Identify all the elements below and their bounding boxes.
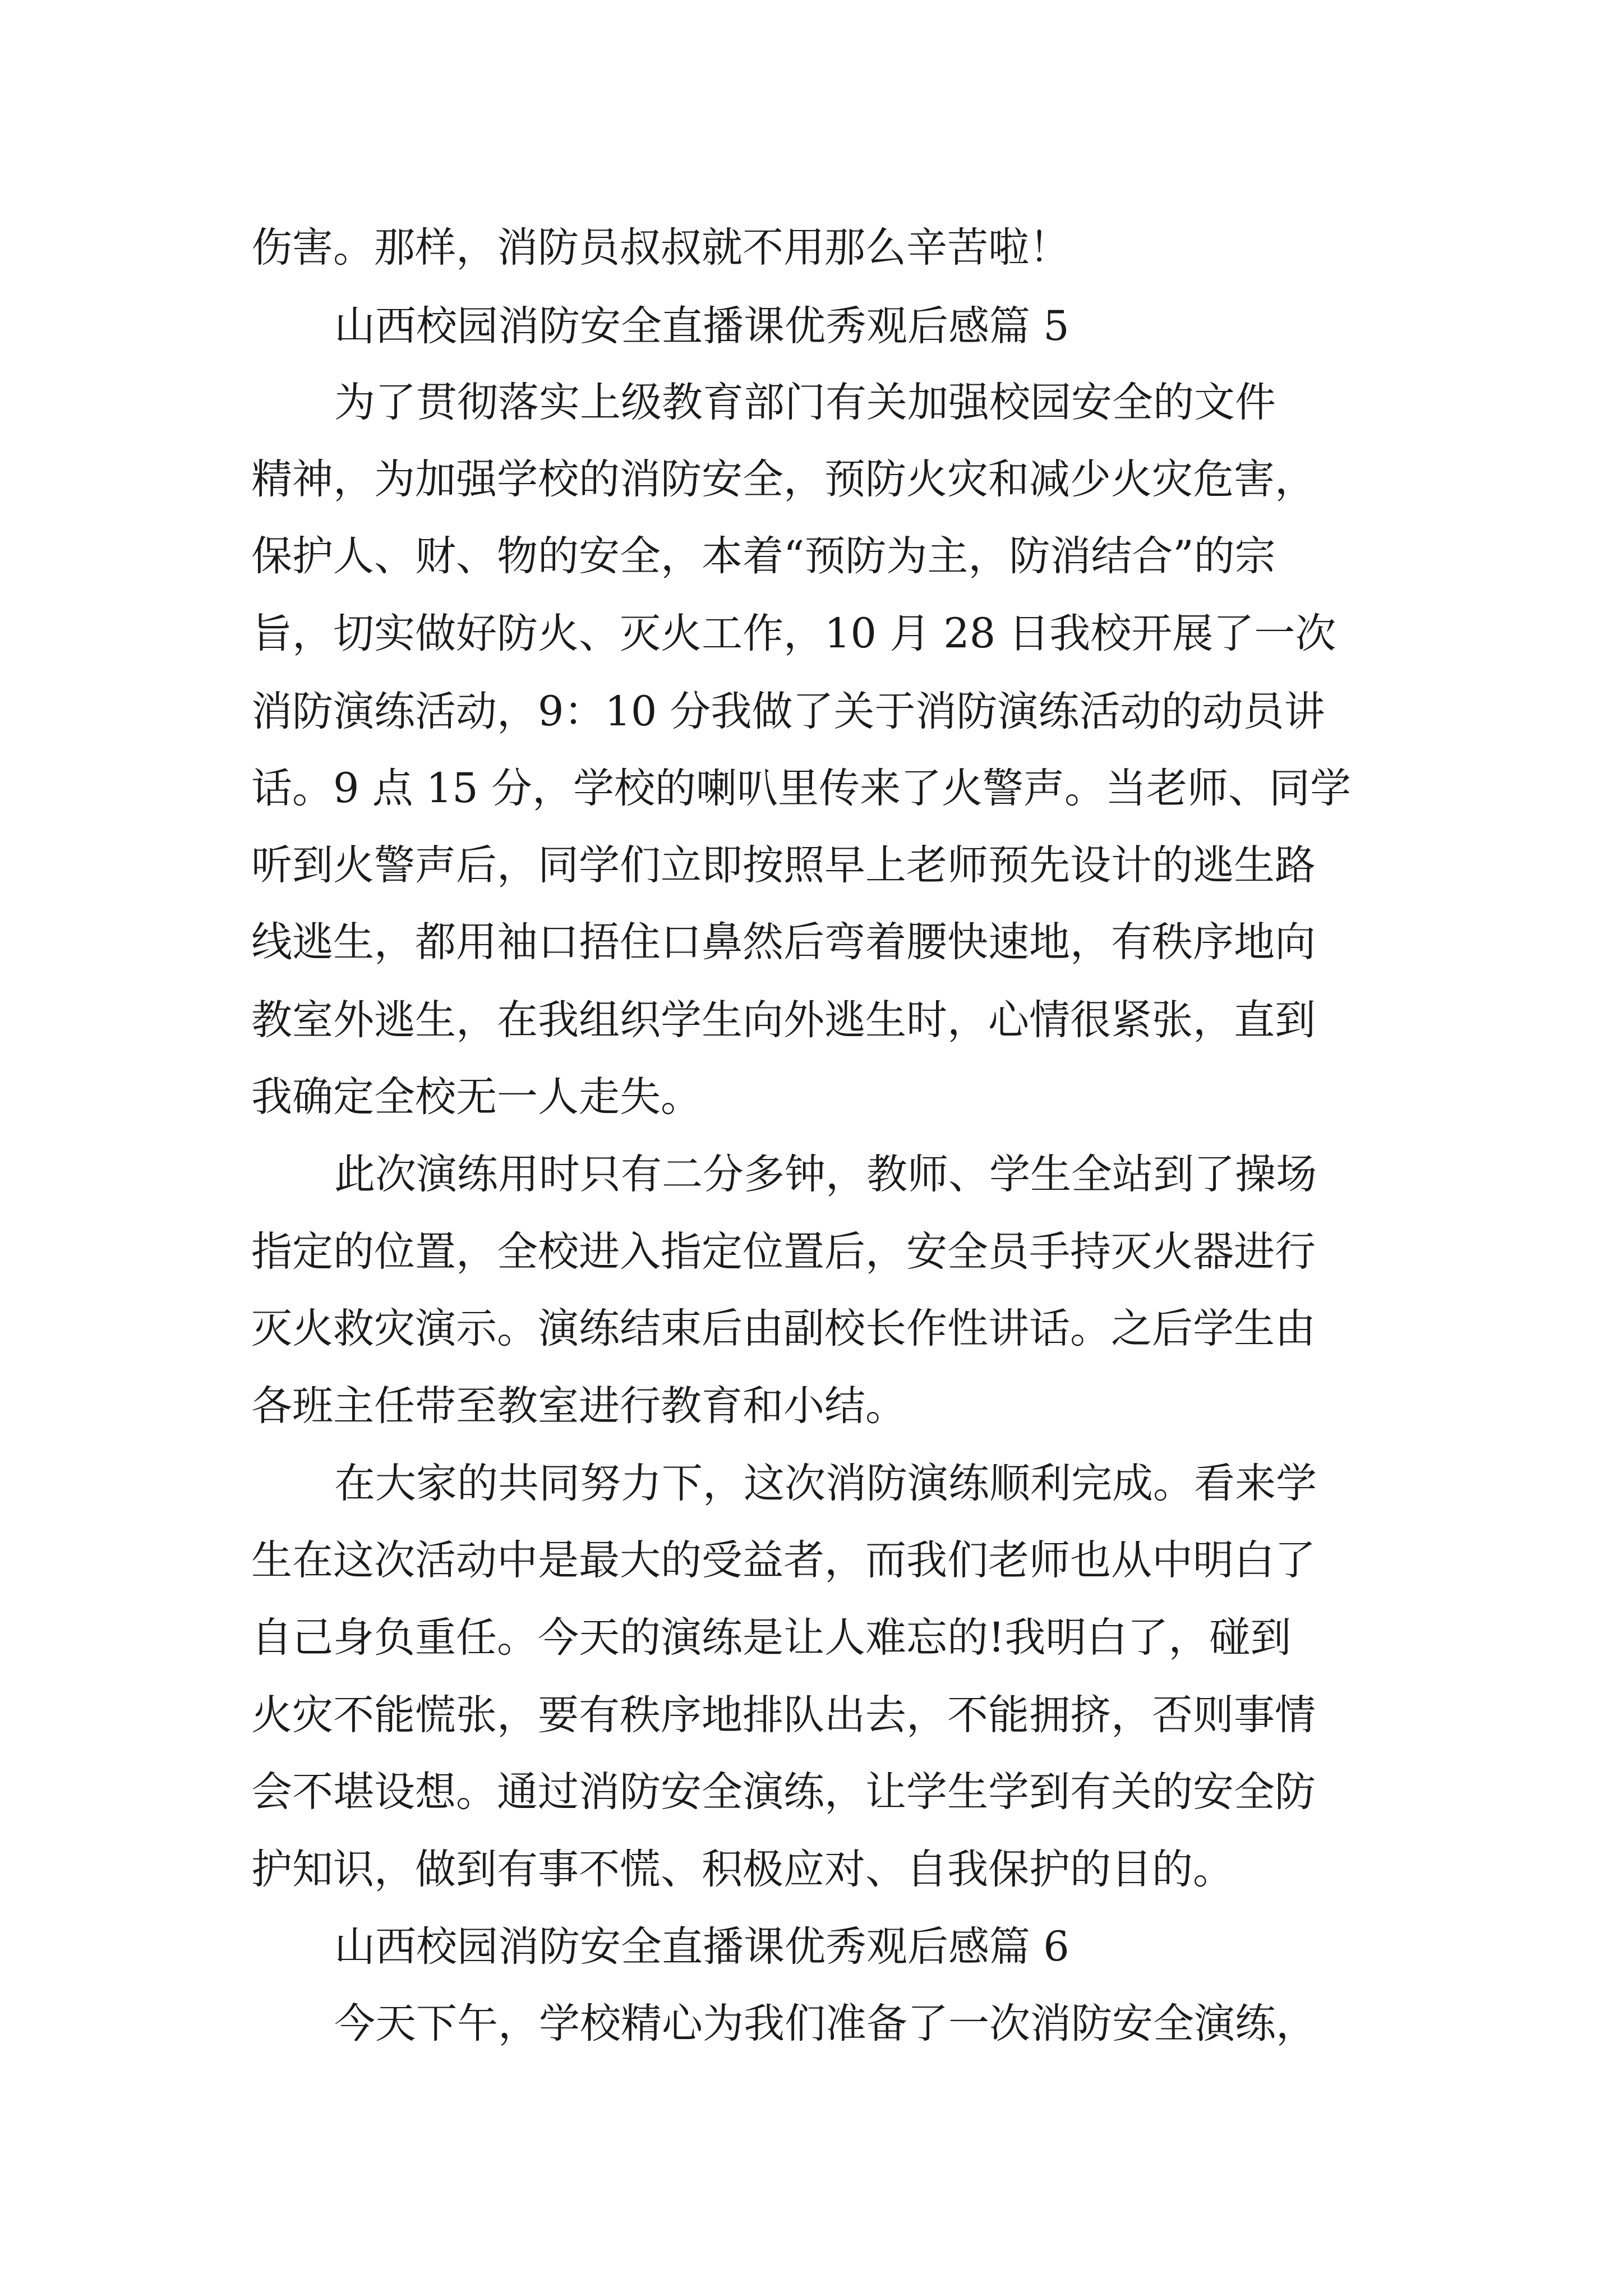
paragraph-line: 保护人、财、物的安全，本着“预防为主，防消结合”的宗 — [251, 532, 1276, 580]
paragraph-line: 火灾不能慌张，要有秩序地排队出去，不能拥挤，否则事情 — [251, 1691, 1316, 1739]
paragraph-line: 精神，为加强学校的消防安全，预防火灾和减少火灾危害， — [251, 455, 1316, 503]
paragraph-line: 护知识，做到有事不慌、积极应对、自我保护的目的。 — [251, 1846, 1234, 1893]
paragraph-line: 此次演练用时只有二分多钟，教师、学生全站到了操场 — [334, 1151, 1317, 1198]
paragraph-line: 在大家的共同努力下，这次消防演练顺利完成。看来学 — [334, 1460, 1317, 1507]
paragraph-line: 教室外逃生，在我组织学生向外逃生时，心情很紧张，直到 — [251, 996, 1316, 1044]
paragraph-line: 我确定全校无一人走失。 — [251, 1073, 702, 1121]
paragraph-line: 话。9 点 15 分，学校的喇叭里传来了火警声。当老师、同学 — [251, 765, 1351, 812]
paragraph-line: 听到火警声后，同学们立即按照早上老师预先设计的逃生路 — [251, 841, 1316, 889]
paragraph-line: 指定的位置，全校进入指定位置后，安全员手持灭火器进行 — [251, 1228, 1316, 1276]
paragraph-line: 消防演练活动，9：10 分我做了关于消防演练活动的动员讲 — [251, 688, 1325, 735]
section-heading: 山西校园消防安全直播课优秀观后感篇 6 — [334, 1923, 1069, 1971]
paragraph-line: 旨，切实做好防火、灭火工作，10 月 28 日我校开展了一次 — [251, 610, 1336, 657]
paragraph-line: 各班主任带至教室进行教育和小结。 — [251, 1382, 906, 1430]
paragraph-line: 伤害。那样，消防员叔叔就不用那么辛苦啦！ — [251, 224, 1070, 272]
paragraph-line: 线逃生，都用袖口捂住口鼻然后弯着腰快速地，有秩序地向 — [251, 918, 1316, 966]
section-heading: 山西校园消防安全直播课优秀观后感篇 5 — [334, 302, 1069, 350]
paragraph-line: 为了贯彻落实上级教育部门有关加强校园安全的文件 — [334, 379, 1276, 426]
paragraph-line: 灭火救灾演示。演练结束后由副校长作性讲话。之后学生由 — [251, 1305, 1316, 1352]
paragraph-line: 生在这次活动中是最大的受益者，而我们老师也从中明白了 — [251, 1536, 1316, 1584]
paragraph-line: 自己身负重任。今天的演练是让人难忘的!我明白了，碰到 — [251, 1614, 1292, 1662]
paragraph-line: 会不堪设想。通过消防安全演练，让学生学到有关的安全防 — [251, 1768, 1316, 1816]
paragraph-line: 今天下午，学校精心为我们准备了一次消防安全演练， — [334, 2000, 1317, 2047]
